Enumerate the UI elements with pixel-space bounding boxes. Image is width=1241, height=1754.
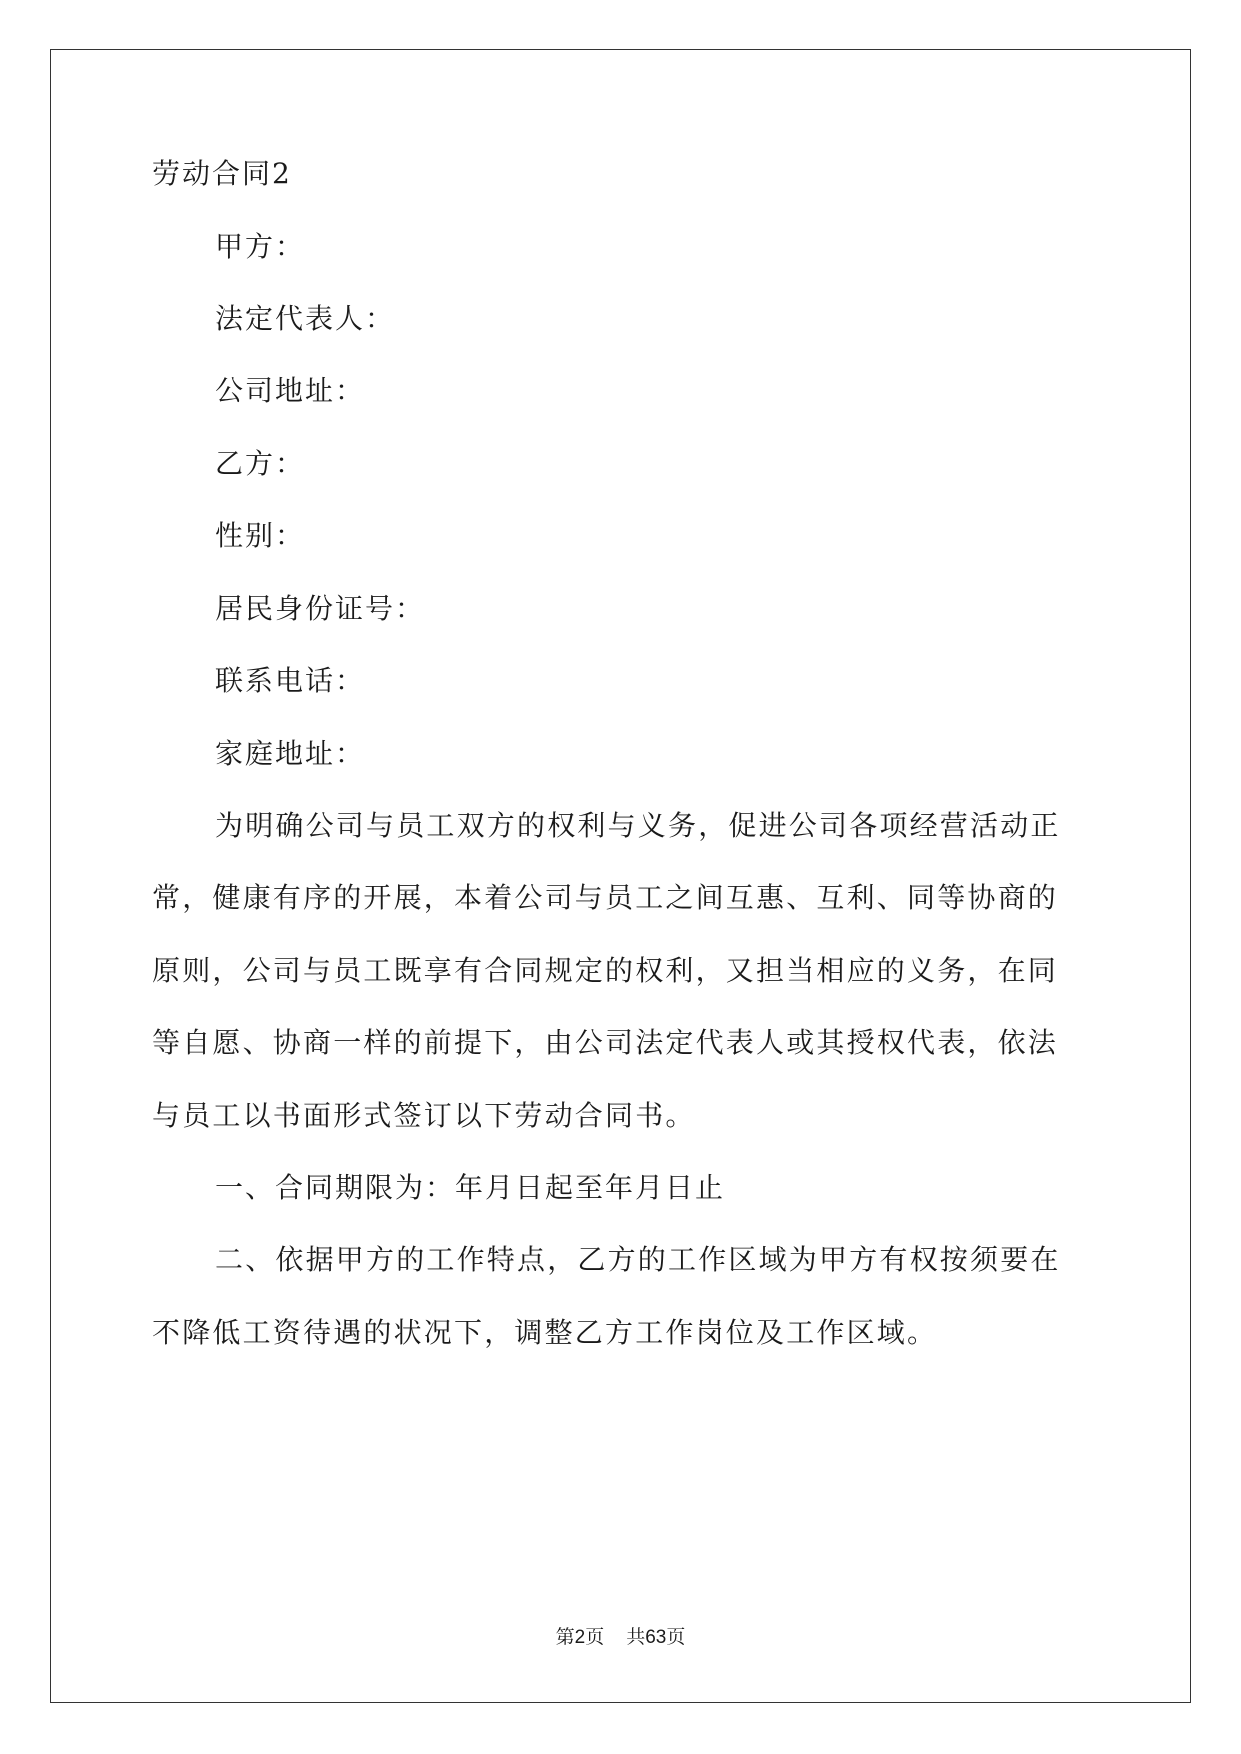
field-legal-representative: 法定代表人： <box>215 302 396 335</box>
paragraph-line: 原则，公司与员工既享有合同规定的权利，又担当相应的义务，在同 <box>152 954 1059 987</box>
page-suffix: 页 <box>585 1626 605 1648</box>
page-prefix: 第 <box>555 1626 575 1648</box>
field-party-a: 甲方： <box>215 230 306 263</box>
paragraph-line: 常，健康有序的开展，本着公司与员工之间互惠、互利、同等协商的 <box>152 881 1059 914</box>
clause-work-area-line: 二、依据甲方的工作特点，乙方的工作区域为甲方有权按须要在 <box>215 1243 1061 1276</box>
field-phone: 联系电话： <box>215 664 366 697</box>
clause-contract-term: 一、合同期限为：年月日起至年月日止 <box>215 1171 726 1204</box>
field-party-b: 乙方： <box>215 447 306 480</box>
field-home-address: 家庭地址： <box>215 737 366 770</box>
total-suffix: 页 <box>666 1626 686 1648</box>
total-prefix: 共 <box>626 1626 646 1648</box>
page-number: 2 <box>574 1627 586 1648</box>
document-title: 劳动合同2 <box>152 157 292 190</box>
field-company-address: 公司地址： <box>215 374 366 407</box>
paragraph-line: 等自愿、协商一样的前提下，由公司法定代表人或其授权代表，依法 <box>152 1026 1059 1059</box>
field-gender: 性别： <box>215 519 306 552</box>
paragraph-line: 与员工以书面形式签订以下劳动合同书。 <box>152 1099 696 1132</box>
total-pages: 63 <box>645 1627 667 1648</box>
field-id-number: 居民身份证号： <box>215 592 426 625</box>
page-footer <box>0 1625 1241 1650</box>
paragraph-line: 为明确公司与员工双方的权利与义务，促进公司各项经营活动正 <box>215 809 1061 842</box>
clause-work-area-line: 不降低工资待遇的状况下，调整乙方工作岗位及工作区域。 <box>152 1316 938 1349</box>
page-border <box>50 49 1191 1703</box>
